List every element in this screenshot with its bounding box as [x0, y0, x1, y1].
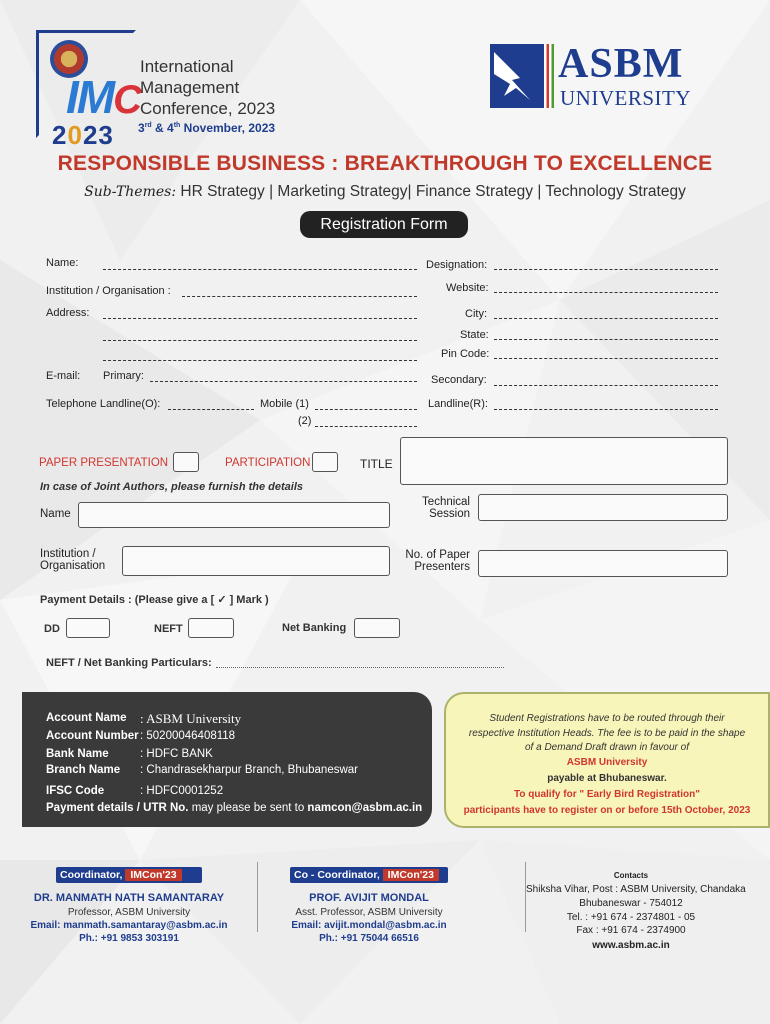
institution-label: Institution / Organisation : [46, 285, 171, 297]
contact-fax: Fax : +91 674 - 2374900 [576, 925, 686, 936]
website-label: Website: [446, 282, 489, 294]
author-institution-label: Institution / Organisation [40, 548, 106, 572]
neft-particulars-label: NEFT / Net Banking Particulars: [46, 657, 212, 669]
coordinator-badge: Coordinator, IMCon'23 [56, 867, 202, 883]
joint-authors-note: In case of Joint Authors, please furnish the details [40, 481, 304, 493]
dd-checkbox[interactable] [66, 618, 110, 638]
mobile2-field[interactable] [315, 426, 417, 427]
checkmark-icon: ✓ [217, 594, 227, 606]
conference-title: International Management Conference, 2023 [140, 57, 276, 118]
coordinator-phone: Ph.: +91 9853 303191 [79, 933, 179, 944]
university-name: ASBM [558, 41, 684, 87]
neft-particulars-field[interactable] [216, 667, 504, 668]
pincode-label: Pin Code: [441, 348, 490, 360]
state-label: State: [460, 329, 489, 341]
utr-note: Payment details / UTR No. may please be sent to namcon@asbm.ac.in [46, 802, 423, 814]
author-institution-input[interactable] [122, 546, 390, 576]
asbm-logo-stripe [544, 44, 554, 108]
pincode-field[interactable] [494, 358, 718, 359]
paper-presentation-checkbox[interactable] [173, 452, 199, 472]
coordinator-role: Professor, ASBM University [67, 907, 191, 918]
co-coordinator-phone: Ph.: +91 75044 66516 [319, 933, 419, 944]
imc-logo-year: 2023 [52, 120, 114, 150]
co-coordinator-role: Asst. Professor, ASBM University [295, 907, 443, 918]
name-label: Name: [46, 257, 79, 269]
coordinator-name: DR. MANMATH NATH SAMANTARAY [33, 892, 225, 904]
contacts-heading: Contacts [613, 871, 649, 880]
mobile2-label: (2) [298, 415, 312, 427]
email-label: E-mail: [46, 370, 81, 382]
coordinator-email[interactable]: Email: manmath.samantaray@asbm.ac.in [30, 920, 228, 931]
name-field[interactable] [103, 269, 417, 270]
conference-theme-title: RESPONSIBLE BUSINESS : BREAKTHROUGH TO EXCELLENCE [57, 152, 713, 175]
telephone-label: Telephone Landline(O): [46, 398, 161, 410]
student-registration-note: Student Registrations have to be routed through their respective Institution Heads. The fee is to be paid in the shape of a Demand Draft drawn in favour of ASBM University payable at Bhubaneswar. To qualify for " Early Bird Registration" participants have to register on or before 15th October, 2023 [444, 692, 770, 828]
address-field-line3[interactable] [103, 360, 417, 361]
landline-office-field[interactable] [168, 409, 254, 410]
address-field-line2[interactable] [103, 340, 417, 341]
mobile1-label: Mobile (1) [260, 398, 309, 410]
state-field[interactable] [494, 339, 718, 340]
designation-label: Designation: [426, 259, 488, 271]
participation-checkbox[interactable] [312, 452, 338, 472]
technical-session-input[interactable] [478, 494, 728, 521]
net-banking-label: Net Banking [282, 622, 347, 634]
landline-residence-field[interactable] [494, 409, 718, 410]
participation-label: PARTICIPATION [225, 457, 311, 469]
address-label: Address: [46, 307, 90, 319]
city-field[interactable] [494, 318, 718, 319]
ifsc-code-value: : HDFC0001252 [140, 785, 224, 797]
bank-name-value: : HDFC BANK [140, 748, 213, 760]
email-secondary-label: Secondary: [431, 374, 487, 386]
contact-address-line2: Bhubaneswar - 754012 [579, 898, 683, 909]
mobile1-field[interactable] [315, 409, 417, 410]
account-name-value: : ASBM University [140, 711, 242, 726]
dd-label: DD [44, 623, 60, 635]
neft-checkbox[interactable] [188, 618, 234, 638]
contact-telephone: Tel. : +91 674 - 2374801 - 05 [566, 912, 696, 923]
paper-title-input[interactable] [400, 437, 728, 485]
city-label: City: [465, 308, 487, 320]
co-coordinator-name: PROF. AVIJIT MONDAL [309, 892, 429, 904]
neft-label: NEFT [154, 623, 183, 635]
landline-residence-label: Landline(R): [428, 398, 488, 410]
author-name-input[interactable] [78, 502, 390, 528]
payment-details-label: Payment Details : (Please give a [ ✓ ] Mark ) [40, 594, 269, 606]
technical-session-label: Technical Session [422, 496, 470, 520]
paper-presenters-input[interactable] [478, 550, 728, 577]
website-field[interactable] [494, 292, 718, 293]
university-subtitle: UNIVERSITY [560, 86, 691, 110]
paper-presentation-label: PAPER PRESENTATION [39, 457, 169, 469]
co-coordinator-badge: Co - Coordinator, IMCon'23 [290, 867, 448, 883]
designation-field[interactable] [494, 269, 718, 270]
sub-themes: Sub-Themes: HR Strategy | Marketing Strategy| Finance Strategy | Technology Strategy [84, 183, 686, 200]
contact-address-line1: Shiksha Vihar, Post : ASBM University, Chandaka [526, 884, 746, 895]
email-primary-label: Primary: [103, 370, 144, 382]
bank-details-panel: Account Name : ASBM University Account Number : 50200046408118 Bank Name : HDFC BANK Branch Name : Chandrasekharpur Branch, Bhubaneswar IFSC Code : HDFC0001252 Payment details / UTR No. may please be sent to namcon@asbm.ac.in [22, 692, 432, 827]
contact-website-link[interactable]: www.asbm.ac.in [592, 940, 670, 951]
branch-name-value: : Chandrasekharpur Branch, Bhubaneswar [140, 764, 358, 776]
co-coordinator-email[interactable]: Email: avijit.mondal@asbm.ac.in [291, 920, 447, 931]
address-field-line1[interactable] [103, 318, 417, 319]
email-primary-field[interactable] [150, 381, 417, 382]
paper-presenters-label: No. of Paper Presenters [405, 549, 470, 573]
conference-date: 3rd & 4th November, 2023 [138, 121, 276, 135]
paper-title-label: TITLE [360, 457, 393, 471]
footer-divider [257, 862, 258, 932]
registration-form-heading: Registration Form [300, 211, 468, 238]
imc-logo-letters: IMC [66, 71, 140, 123]
account-number-value: : 50200046408118 [140, 730, 236, 742]
asbm-bird-icon [490, 44, 544, 108]
net-banking-checkbox[interactable] [354, 618, 400, 638]
email-secondary-field[interactable] [494, 385, 718, 386]
institution-field[interactable] [182, 296, 417, 297]
author-name-label: Name [40, 508, 71, 520]
